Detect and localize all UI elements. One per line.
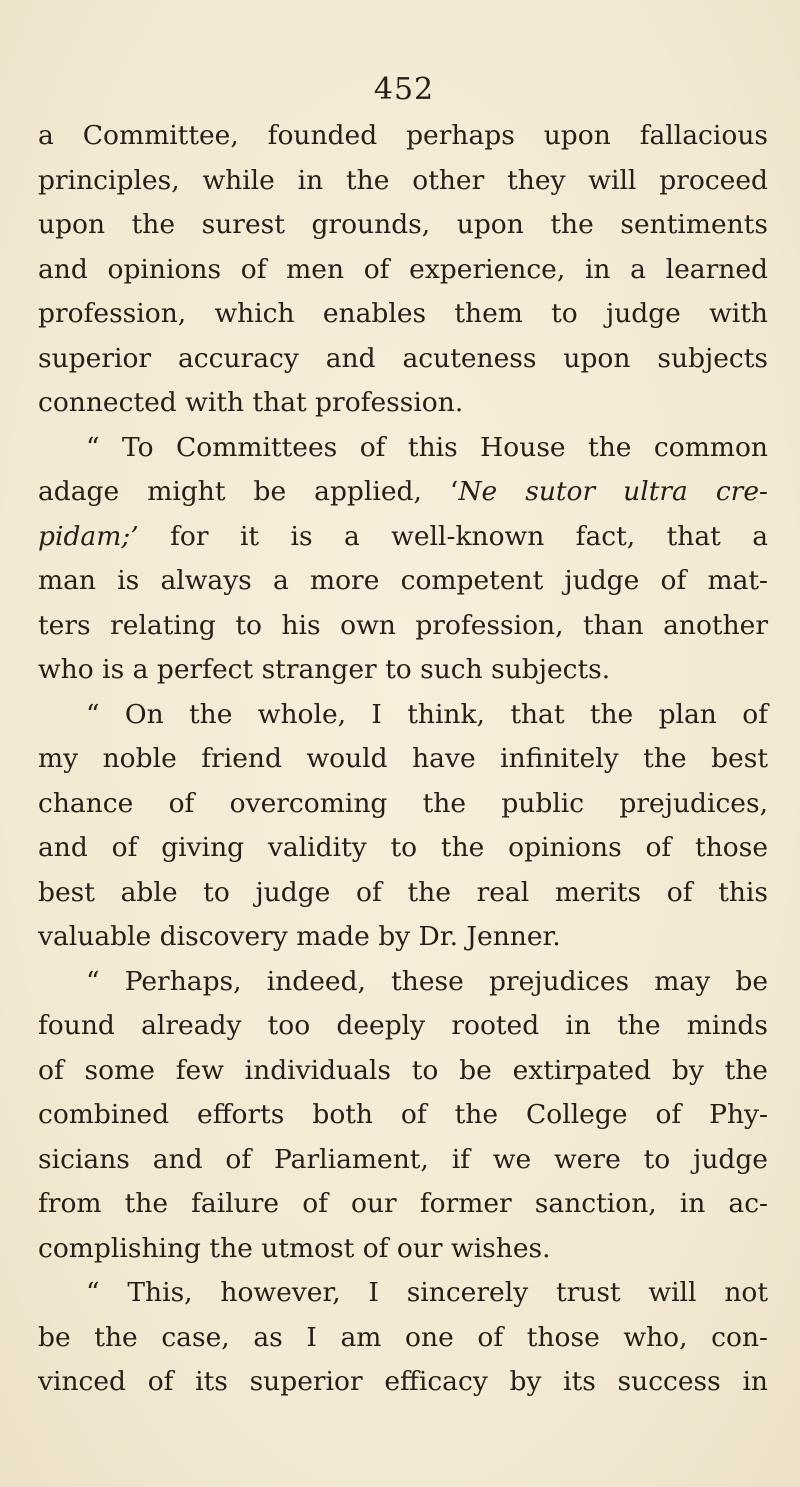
text-line: who is a perfect stranger to such subjects. — [38, 654, 611, 685]
text-line: a Committee, founded perhaps upon fallacious — [38, 120, 768, 151]
text-line: man is always a more competent judge of mat- — [38, 565, 768, 596]
text-line: of some few individuals to be extirpated by the — [38, 1054, 768, 1086]
text-line: sicians and of Parliament, if we were to judge — [38, 1143, 768, 1175]
text-line: valuable discovery made by Dr. Jenner. — [38, 921, 561, 952]
text-line: combined efforts both of the College of Phy- — [38, 1099, 768, 1130]
text-fragment: for it is a well-known fact, that a — [138, 520, 768, 552]
text-line: my noble friend would have infinitely the best — [38, 743, 768, 774]
latin-phrase-end: pidam;’ — [38, 520, 139, 552]
text-line: and of giving validity to the opinions of those — [38, 832, 768, 863]
text-line: “ This, however, I sincerely trust will not — [86, 1277, 768, 1308]
text-line — [38, 515, 768, 560]
text-line — [38, 470, 768, 515]
text-line: superior accuracy and acuteness upon subjects — [38, 342, 768, 374]
text-line: complishing the utmost of our wishes. — [38, 1232, 551, 1264]
text-line: and opinions of men of experience, in a learned — [38, 253, 768, 285]
text-line: “ To Committees of this House the common — [86, 431, 768, 463]
text-line: vinced of its superior efficacy by its success in — [38, 1366, 768, 1397]
text-line: connected with that profession. — [38, 387, 464, 418]
text-line: upon the surest grounds, upon the sentiments — [38, 209, 768, 240]
text-fragment: adage might be applied, ‘ — [38, 476, 459, 507]
text-line: ters relating to his own profession, than another — [38, 609, 768, 641]
latin-phrase: Ne sutor ultra cre- — [458, 476, 768, 507]
text-line: from the failure of our former sanction, in ac- — [38, 1188, 768, 1219]
body-text — [38, 114, 768, 1405]
page-number: 452 — [373, 72, 435, 107]
text-line: found already too deeply rooted in the minds — [38, 1010, 768, 1041]
text-line: chance of overcoming the public prejudices, — [38, 787, 768, 819]
text-line: “ On the whole, I think, that the plan of — [86, 698, 768, 730]
text-line: “ Perhaps, indeed, these prejudices may be — [86, 965, 768, 997]
text-line: profession, which enables them to judge with — [38, 298, 768, 329]
text-line: be the case, as I am one of those who, con- — [38, 1321, 768, 1353]
text-line: principles, while in the other they will proceed — [38, 164, 768, 196]
text-line: best able to judge of the real merits of this — [38, 876, 768, 908]
